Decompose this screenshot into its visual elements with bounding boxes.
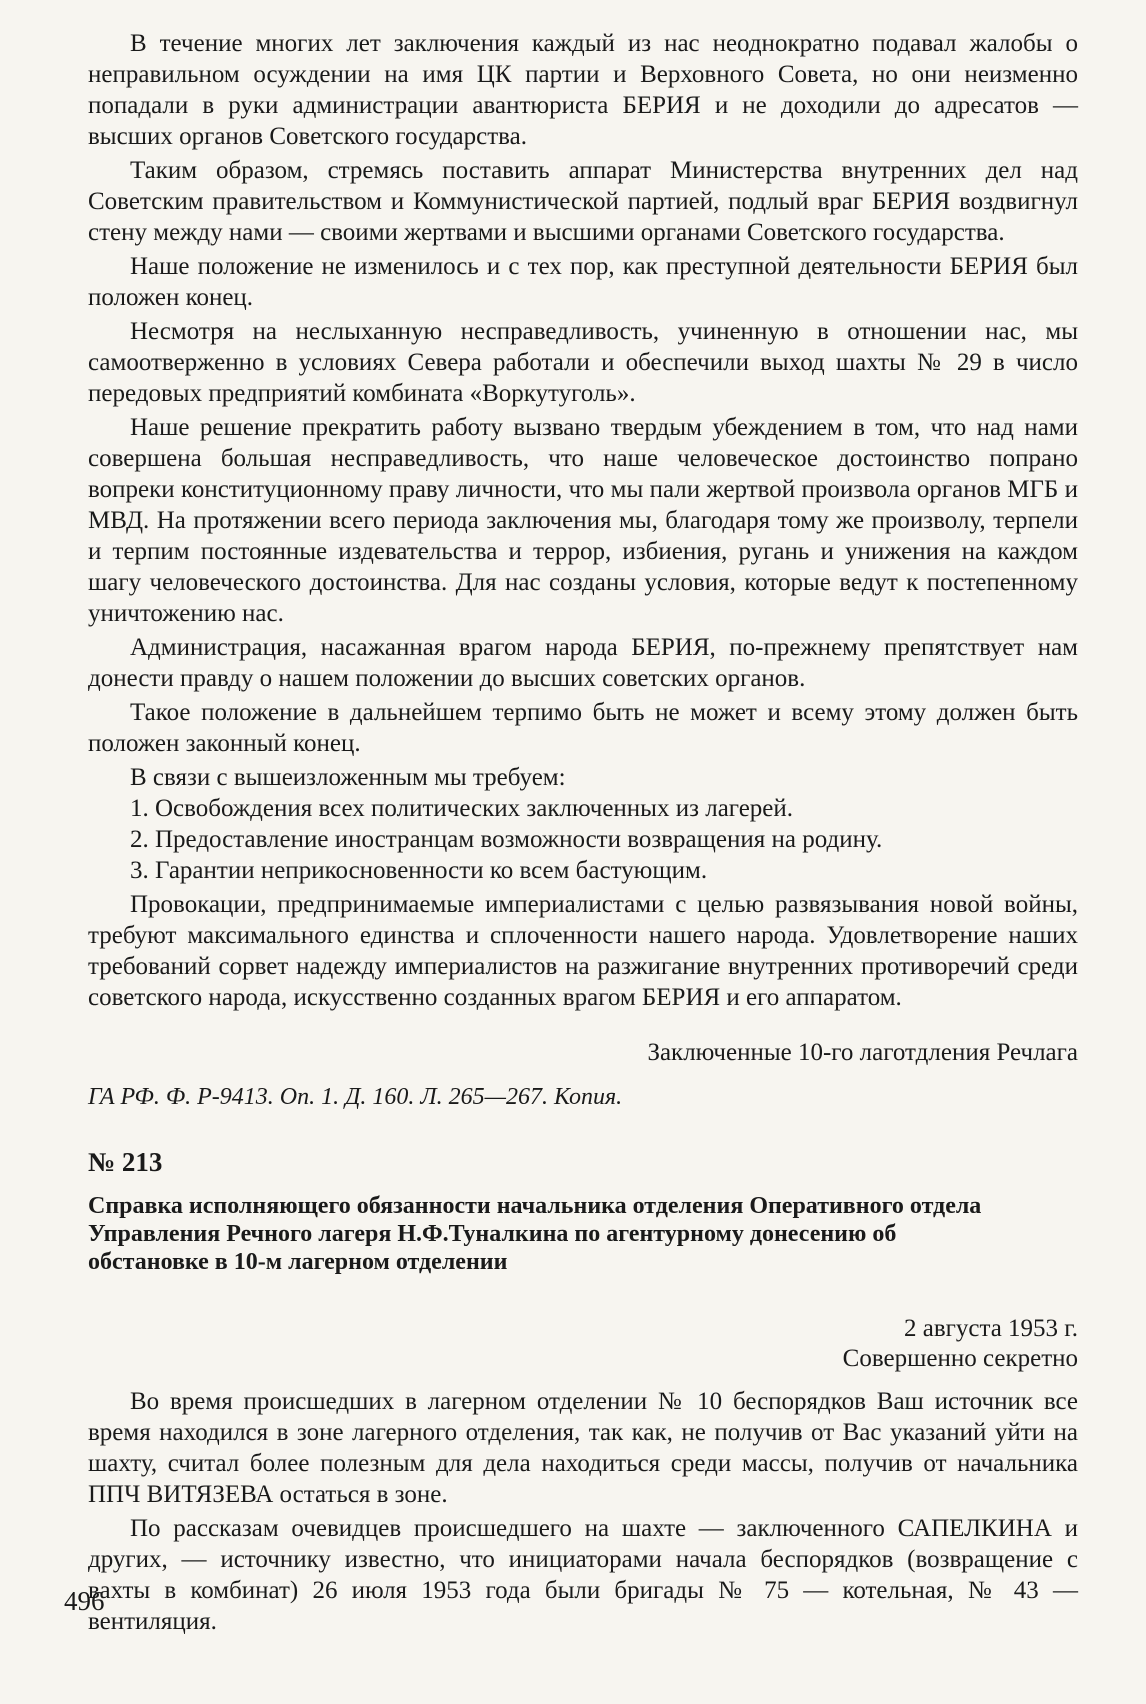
body-paragraph: Наше решение прекратить работу вызвано твердым убеждением в том, что над нами совершена большая несправедливость, что наше человеческое достоинство попрано вопреки конституционному праву личности, что мы пали жертвой произвола органов МГБ и МВД. На протяжении всего периода заключения мы, благодаря тому же произволу, терпели и терпим постоянные издевательства и террор, избиения, ругань и унижения на каждом шагу человеческого достоинства. Для нас созданы условия, которые ведут к постепенному уничтожению нас. <box>88 414 1078 627</box>
body-paragraph: Администрация, насажанная врагом народа БЕРИЯ, по-прежнему препятствует нам донести правду о нашем положении до высших советских органов. <box>88 634 1078 692</box>
document-number: № 213 <box>88 1147 163 1177</box>
document-page <box>88 28 1078 1640</box>
body-paragraph: По рассказам очевидцев происшедшего на шахте — заключенного САПЕЛКИНА и других, — источнику известно, что инициаторами начала беспорядков (возвращение с вахты в комбинат) 26 июля 1953 года были бригады № 75 — котельная, № 43 — вентиляция. <box>88 1515 1078 1635</box>
demands-intro: В связи с вышеизложенным мы требуем: <box>130 764 566 791</box>
demand-item: 1. Освобождения всех политических заключенных из лагерей. <box>130 795 794 822</box>
body-paragraph: В течение многих лет заключения каждый из нас неоднократно подавал жалобы о неправильном осуждении на имя ЦК партии и Верховного Совета, но они неизменно попадали в руки администрации авантюриста БЕРИЯ и не доходили до адресатов — высших органов Советского государства. <box>88 30 1078 150</box>
classification-stamp: Совершенно секретно <box>842 1345 1078 1372</box>
body-paragraph: Несмотря на неслыханную несправедливость, учиненную в отношении нас, мы самоотверженно в условиях Севера работали и обеспечили выход шахты № 29 в число передовых предприятий комбината «Воркутуголь». <box>88 318 1078 407</box>
body-paragraph: Наше положение не изменилось и с тех пор, как преступной деятельности БЕРИЯ был положен конец. <box>88 253 1078 311</box>
document-title: Справка исполняющего обязанности начальника отделения Оперативного отдела Управления Речного лагеря Н.Ф.Туналкина по агентурному донесению об обстановке в 10-м лагерном отделении <box>88 1193 982 1275</box>
document-date: 2 августа 1953 г. <box>903 1315 1078 1342</box>
demand-item: 2. Предоставление иностранцам возможности возвращения на родину. <box>130 826 883 853</box>
signature: Заключенные 10-го лаготдления Речлага <box>647 1039 1078 1066</box>
closing-paragraph: Провокации, предпринимаемые империалистами с целью развязывания новой войны, требуют максимального единства и сплоченности нашего народа. Удовлетворение наших требований сорвет надежду империалистов на разжигание внутренних противоречий среди советского народа, искусственно созданных врагом БЕРИЯ и его аппаратом. <box>88 891 1078 1011</box>
archive-reference: ГА РФ. Ф. Р-9413. Оп. 1. Д. 160. Л. 265—267. Копия. <box>88 1084 623 1110</box>
body-paragraph: Такое положение в дальнейшем терпимо быть не может и всему этому должен быть положен законный конец. <box>88 699 1078 757</box>
demand-item: 3. Гарантии неприкосновенности ко всем бастующим. <box>130 857 708 884</box>
body-paragraph: Таким образом, стремясь поставить аппарат Министерства внутренних дел над Советским правительством и Коммунистической партией, подлый враг БЕРИЯ воздвигнул стену между нами — своими жертвами и высшими органами Советского государства. <box>88 157 1078 246</box>
demands-list <box>88 793 1078 886</box>
page-number: 496 <box>64 1586 105 1616</box>
body-paragraph: Во время происшедших в лагерном отделении № 10 беспорядков Ваш источник все время находился в зоне лагерного отделения, так как, не получив от Вас указаний уйти на шахту, считал более полезным для дела находиться среди массы, получив от начальника ППЧ ВИТЯЗЕВА остаться в зоне. <box>88 1388 1078 1508</box>
